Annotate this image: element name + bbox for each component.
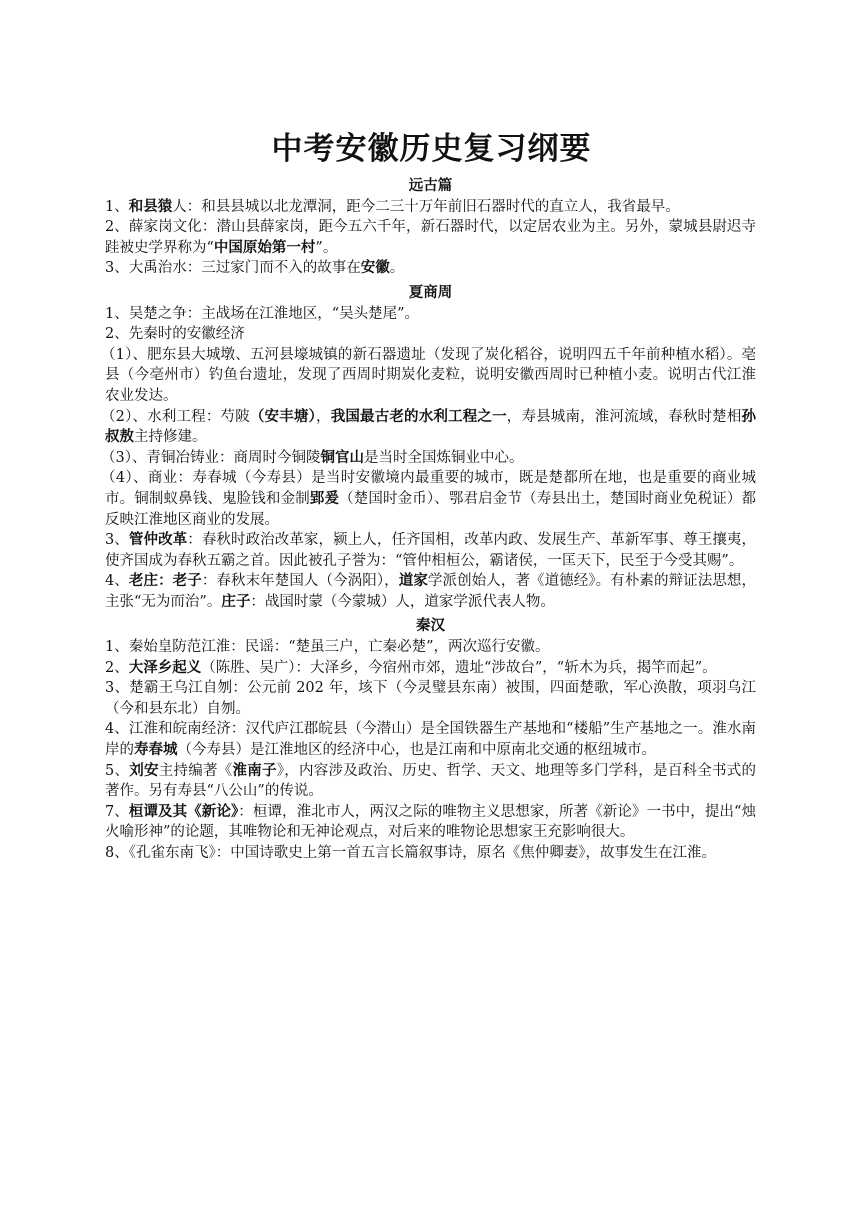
- emphasis-text: 铜官山: [320, 449, 364, 466]
- paragraph: 5、刘安主持编著《淮南子》，内容涉及政治、历史、哲学、天文、地理等多门学科，是百科全书式的著作。另有寿县“八公山”的传说。: [105, 762, 757, 800]
- emphasis-text: 我国最古老的水利工程之一: [330, 408, 507, 425]
- paragraph: （1）、肥东县大城墩、五河县壕城镇的新石器遗址（发现了炭化稻谷，说明四五千年前种植水稻）。亳县（今亳州市）钓鱼台遗址，发现了西周时期炭化麦粒，说明安徽西周时已种植小麦。说明古代江淮农业发达。: [101, 346, 756, 404]
- paragraph: 3、楚霸王乌江自刎：公元前 202 年，垓下（今灵璧县东南）被围，四面楚歌，军心涣散，项羽乌江（今和县东北）自刎。: [105, 680, 756, 717]
- paragraph: 2、大泽乡起义（陈胜、吴广）：大泽乡，今宿州市郊，遗址“涉故台”，“斩木为兵，揭竿而起”。: [105, 659, 717, 676]
- paragraph: 8、《孔雀东南飞》：中国诗歌史上第一首五言长篇叙事诗，原名《焦仲卿妻》，故事发生在江淮。: [105, 845, 716, 861]
- emphasis-text: 中国原始第一村: [213, 239, 316, 256]
- emphasis-text: 寿春城: [134, 742, 178, 759]
- paragraph: （3）、青铜冶铸业：商周时今铜陵铜官山是当时全国炼铜业中心。: [101, 449, 524, 466]
- emphasis-text: 和县猿: [128, 198, 173, 215]
- paragraph: 4、老庄：老子：春秋末年楚国人（今涡阳），道家学派创始人，著《道德经》。有朴素的辩证法思想，主张“无为而治”。庄子：战国时蒙（今蒙城）人，道家学派代表人物。: [105, 573, 757, 610]
- emphasis-text: 郢爰: [309, 490, 340, 507]
- paragraph: （4）、商业：寿春城（今寿县）是当时安徽境内最重要的城市，既是楚都所在地，也是重要的商业城市。铜制蚁鼻钱、鬼脸钱和金制郢爰（楚国时金币）、鄂君启金节（寿县出土，楚国时商业免税证）都反映江淮地区商业的发展。: [101, 470, 757, 528]
- paragraph: 1、吴楚之争：主战场在江淮地区，“吴头楚尾”。: [105, 305, 420, 322]
- paragraph: 4、江淮和皖南经济：汉代庐江郡皖县（今潜山）是全国铁器生产基地和“楼船”生产基地之一。淮水南岸的寿春城（今寿县）是江淮地区的经济中心，也是江南和中原南北交通的枢纽城市。: [105, 721, 756, 759]
- section-heading: 远古篇: [408, 178, 453, 194]
- paragraph: 3、大禹治水：三过家门而不入的故事在安徽。: [105, 260, 405, 277]
- paragraph: 2、薛家岗文化：潜山县薛家岗，距今五六千年，新石器时代，以定居农业为主。另外，蒙城县尉迟寺跬被史学界称为“中国原始第一村”。: [105, 219, 756, 256]
- section-heading: 夏商周: [408, 284, 453, 301]
- paragraph: （2）、水利工程：芍陂（安丰塘），我国最古老的水利工程之一，寿县城南，淮河流域，春秋时楚相孙叔敖主持修建。: [101, 408, 757, 446]
- emphasis-text: 安徽: [360, 260, 390, 277]
- section-heading: 秦汉: [416, 618, 445, 635]
- emphasis-text: 大泽乡起义: [128, 659, 202, 676]
- emphasis-text: 老庄：老子: [128, 573, 202, 590]
- emphasis-text: 孙叔敖: [105, 408, 757, 446]
- emphasis-text: 淮南子: [232, 762, 277, 779]
- emphasis-text: （安丰塘）: [249, 408, 316, 425]
- emphasis-text: 刘安: [129, 762, 159, 779]
- paragraph: 3、管仲改革：春秋时政治改革家，颍上人，任齐国相，改革内政、发展生产、革新军事、尊王攘夷，使齐国成为春秋五霸之首。因此被孔子誉为：“管仲相桓公，霸诸侯，一匡天下，民至于今受其赐”。: [105, 532, 756, 569]
- paragraph: 2、先秦时的安徽经济: [105, 326, 245, 343]
- paragraph: 1、和县猿人：和县县城以北龙潭洞，距今二三十万年前旧石器时代的直立人，我省最早。: [105, 198, 680, 215]
- emphasis-text: 庄子: [221, 593, 251, 610]
- paragraph: 1、秦始皇防范江淮：民谣：“楚虽三户，亡秦必楚”，两次巡行安徽。: [105, 639, 550, 656]
- document-body: [101, 176, 757, 864]
- emphasis-text: 管仲改革: [128, 532, 188, 549]
- emphasis-text: 桓谭及其《新论》: [128, 803, 239, 820]
- emphasis-text: 道家: [398, 573, 428, 590]
- document-title: 中考安徽历史复习纲要: [271, 131, 592, 167]
- paragraph: 7、桓谭及其《新论》：桓谭，淮北市人，两汉之际的唯物主义思想家，所著《新论》一书中，提出“烛火喻形神”的论题，其唯物论和无神论观点，对后来的唯物论思想家王充影响很大。: [105, 803, 756, 841]
